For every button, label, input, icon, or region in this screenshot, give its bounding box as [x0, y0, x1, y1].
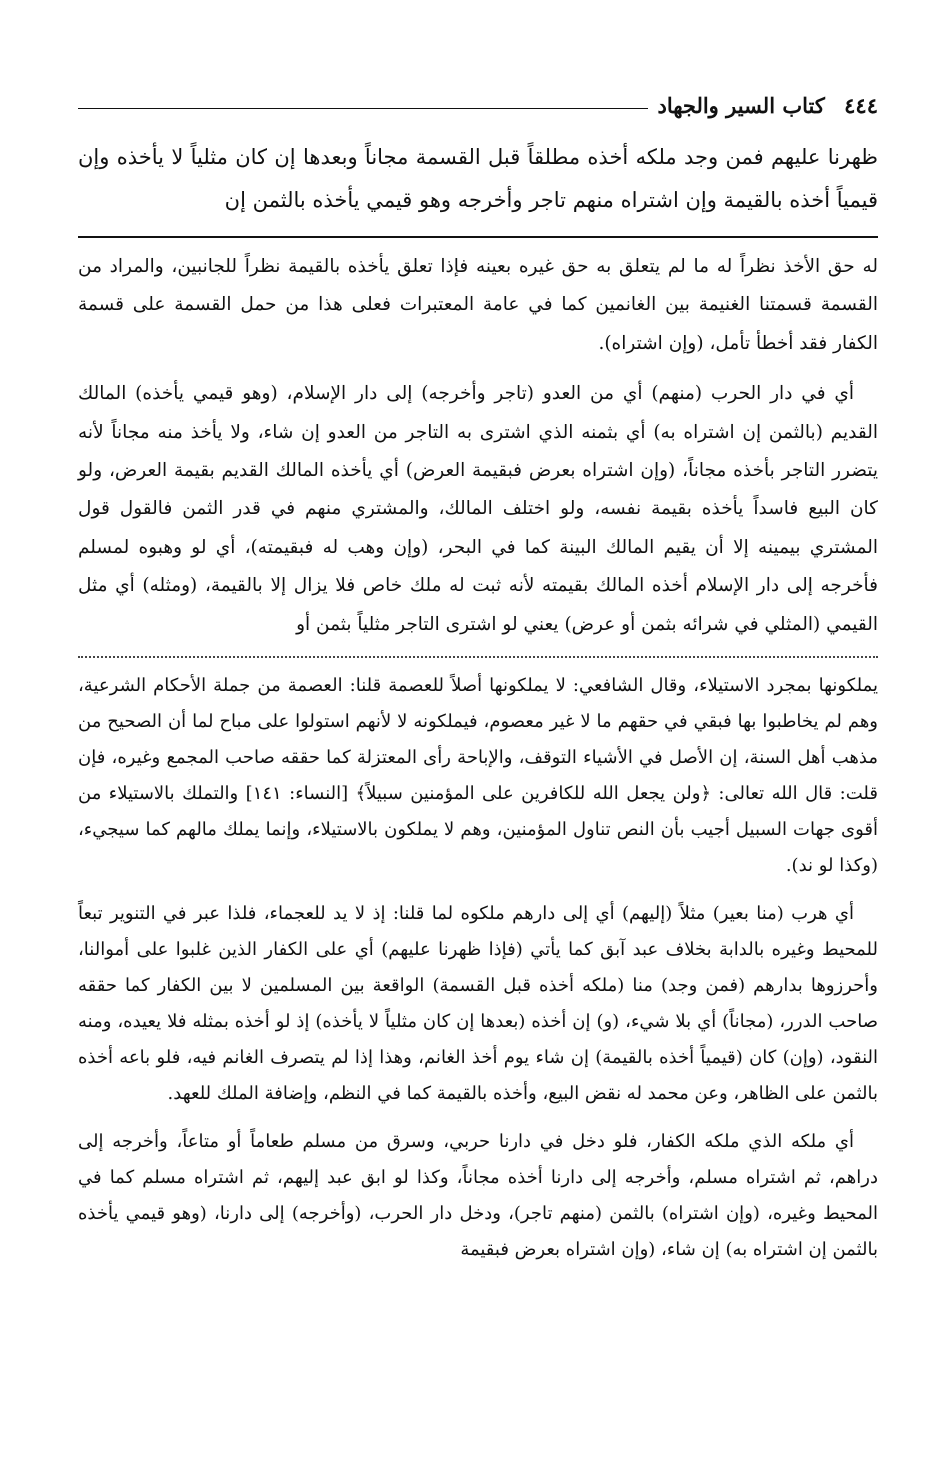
main-text: [78, 136, 878, 222]
page-header: [78, 88, 878, 124]
page-number: ٤٤٤: [844, 93, 878, 118]
main-text-divider: [78, 236, 878, 238]
commentary-paragraph: له حق الأخذ نظراً له ما لم يتعلق به حق غيره بعينه فإذا تعلق يأخذه بالقيمة نظراً للجانبين، والمراد من القسمة قسمتنا الغنيمة بين الغانمين كما في عامة المعتبرات فعلى هذا من حمل القسمة على قسمة الكفار فقد أخطأ تأمل، (وإن اشتراه).: [78, 256, 878, 354]
header-rule: [78, 108, 648, 109]
marginal-paragraph: يملكونها بمجرد الاستيلاء، وقال الشافعي: لا يملكونها أصلاً للعصمة قلنا: العصمة من جملة الأحكام الشرعية، وهم لم يخاطبوا بها فبقي في حقهم ما لا غير معصوم، فيملكونه لا لأنهم استولوا على مباح لما أن الصحيح من مذهب أهل السنة، إن الأصل في الأشياء التوقف، والإباحة رأى المعتزلة كما حققه صاحب المجمع وغيره، فإن قلت: قال الله تعالى: ﴿ولن يجعل الله للكافرين على المؤمنين سبيلاً﴾ [النساء: ١٤١] والتملك بالاستيلاء من أقوى جهات السبيل أجيب بأن النص تناول المؤمنين، وهم لا يملكون بالاستيلاء، وإنما يملك مالهم كما سيجيء، (وكذا لو ند).: [78, 675, 878, 877]
commentary-paragraph: أي في دار الحرب (منهم) أي من العدو (تاجر وأخرجه) إلى دار الإسلام، (وهو قيمي يأخذه) المالك القديم (بالثمن إن اشتراه به) أي بثمنه الذي اشترى به التاجر من العدو إن شاء، ولا يأخذ منه مجاناً لأنه يتضرر التاجر بأخذه مجاناً، (وإن اشتراه بعرض فبقيمة العرض) أي يأخذه المالك القديم بقيمة العرض، ولو كان البيع فاسداً يأخذه بقيمة نفسه، ولو اختلف المالك، والمشتري منهم في قدر الثمن فالقول قول المشتري بيمينه إلا أن يقيم المالك البينة كما في البحر، (وإن وهب له فبقيمته)، أي لو وهبوه لمسلم فأخرجه إلى دار الإسلام أخذه المالك بقيمته لأنه ثبت له ملك خاص فلا يزال إلا بالقيمة، (ومثله) أي مثل القيمي (المثلي في شرائه بثمن أو عرض) يعني لو اشترى التاجر مثلياً بثمن أو: [78, 383, 878, 635]
marginal-paragraph: أي ملكه الذي ملكه الكفار، فلو دخل في دارنا حربي، وسرق من مسلم طعاماً أو متاعاً، وأخرجه إلى دراهم، ثم اشتراه مسلم، وأخرجه إلى دارنا أخذه مجاناً، وكذا لو ابق عبد إليهم، ثم اشتراه مسلم كما في المحيط وغيره، (وإن اشتراه) بالثمن (منهم تاجر)، ودخل دار الحرب، (وأخرجه) إلى دارنا، (وهو قيمي يأخذه بالثمن إن اشتراه به) إن شاء، (وإن اشتراه بعرض فبقيمة: [78, 1131, 878, 1261]
commentary: [78, 248, 878, 644]
marginal-commentary: [78, 668, 878, 1268]
chapter-title: كتاب السير والجهاد: [657, 93, 825, 118]
marginal-paragraph: أي هرب (منا بعير) مثلاً (إليهم) أي إلى دارهم ملكوه لما قلنا: إذ لا يد للعجماء، فلذا عبر في التنوير تبعاً للمحيط وغيره بالدابة بخلاف عبد آبق كما يأتي (فإذا ظهرنا عليهم) أي على الكفار الذين غلبوا على أموالنا، وأحرزوها بدارهم (فمن وجد) منا (ملكه أخذه قبل القسمة) الواقعة بين المسلمين لا بين الكفار كما حققه صاحب الدرر، (مجاناً) أي بلا شيء، (و) إن أخذه (بعدها إن كان مثلياً لا يأخذه) إذ لو أخذه بمثله فلا يعيده، ومنه النقود، (وإن) كان (قيمياً أخذه بالقيمة) إن شاء يوم أخذ الغانم، وهذا إذا لم يتصرف الغانم فيه، فلو باعه أخذه بالثمن على الظاهر، وعن محمد له نقض البيع، وأخذه بالقيمة كما في النظم، وإضافة الملك للعهد.: [78, 903, 878, 1105]
dotted-divider: [78, 656, 878, 658]
main-text-paragraph: ظهرنا عليهم فمن وجد ملكه أخذه مطلقاً قبل القسمة مجاناً وبعدها إن كان مثلياً لا يأخذه وإن قيمياً أخذه بالقيمة وإن اشتراه منهم تاجر وأخرجه وهو قيمي يأخذه بالثمن إن: [78, 145, 878, 212]
book-page: [78, 88, 878, 1280]
